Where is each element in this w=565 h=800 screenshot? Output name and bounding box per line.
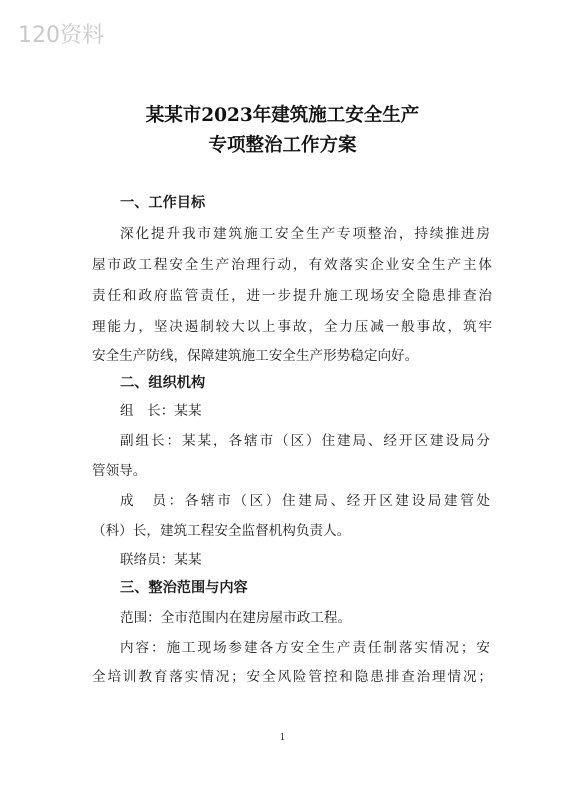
section-heading-goals: 一、工作目标 (120, 195, 206, 211)
paragraph-line: 理能力，坚决遏制较大以上事故，全力压减一般事故，筑牢 (92, 319, 492, 335)
section-heading-organization: 二、组织机构 (120, 375, 206, 391)
paragraph-line: 成 员：各辖市（区）住建局、经开区建设局建管处 (120, 493, 490, 509)
paragraph-line: 副组长：某某，各辖市（区）住建局、经开区建设局分 (120, 433, 490, 449)
document-title-line-1: 某某市2023年建筑施工安全生产 (145, 105, 420, 126)
paragraph-line: 屋市政工程安全生产治理行动，有效落实企业安全生产主体 (92, 257, 492, 273)
paragraph-line: 深化提升我市建筑施工安全生产专项整治，持续推进房 (120, 226, 490, 242)
paragraph-line: 全培训教育落实情况；安全风险管控和隐患排查治理情况； (92, 669, 492, 685)
paragraph-line: 联络员：某某 (120, 552, 202, 568)
document-title-line-2: 专项整治工作方案 (208, 135, 357, 156)
paragraph-line: 范围：全市范围内在建房屋市政工程。 (120, 610, 352, 626)
paragraph-line: 安全生产防线，保障建筑施工安全生产形势稳定向好。 (92, 348, 419, 364)
paragraph-line: 内容：施工现场参建各方安全生产责任制落实情况；安 (120, 640, 490, 656)
watermark: 120资料 (18, 23, 104, 48)
paragraph-line: 责任和政府监管责任，进一步提升施工现场安全隐患排查治 (92, 288, 492, 304)
paragraph-line: （科）长，建筑工程安全监督机构负责人。 (92, 523, 351, 539)
paragraph-line: 管领导。 (92, 463, 147, 479)
page-number: 1 (279, 733, 286, 743)
section-heading-scope: 三、整治范围与内容 (120, 580, 248, 596)
paragraph-line: 组 长：某某 (120, 403, 202, 419)
